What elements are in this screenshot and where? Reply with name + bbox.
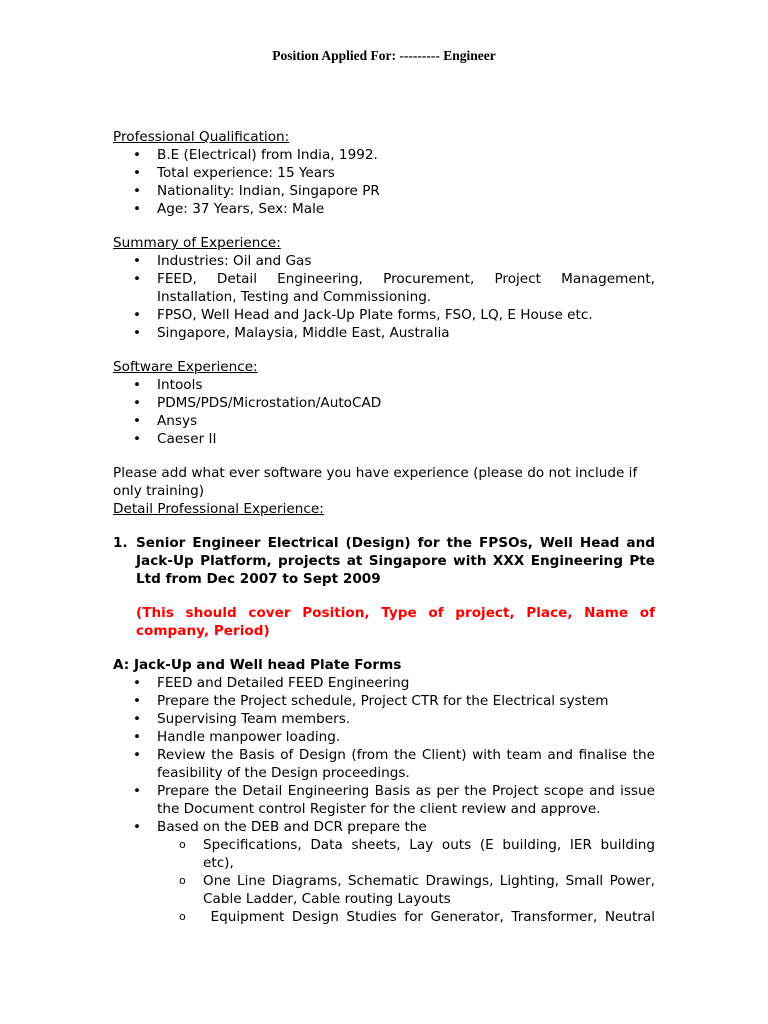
bullet-icon: • [133, 395, 142, 411]
list-item: • Supervising Team members. [133, 711, 351, 727]
bullet-icon: • [133, 271, 142, 287]
section-a-list [113, 674, 655, 836]
bullet-icon: • [133, 729, 142, 745]
bullet-icon: • [133, 693, 142, 709]
list-item: • FPSO, Well Head and Jack-Up Plate forms, FSO, LQ, E House etc. [133, 307, 593, 323]
circle-bullet-icon: o [179, 910, 186, 923]
bullet-icon: • [133, 201, 142, 217]
section-a-heading: A: Jack-Up and Well head Plate Forms [113, 657, 402, 673]
bullet-icon: • [133, 783, 142, 799]
bullet-icon: • [133, 711, 142, 727]
page-title: Position Applied For: --------- Engineer [272, 48, 496, 63]
instruction-note: (This should cover Position, Type of project, Place, Name of company, Period) [136, 605, 655, 639]
list-item: • Intools [133, 377, 203, 393]
bullet-icon: • [133, 675, 142, 691]
sub-list-item: o One Line Diagrams, Schematic Drawings, Lighting, Small Power, Cable Ladder, Cable routing Layouts [179, 873, 655, 907]
software-note: Please add what ever software you have experience (please do not include if only training) [113, 465, 638, 499]
detail-experience-heading: Detail Professional Experience: [113, 501, 324, 517]
list-item: • FEED, Detail Engineering, Procurement, Project Management, Installation, Testing and Commissioning. [133, 271, 655, 305]
bullet-icon: • [133, 165, 142, 181]
bullet-icon: • [133, 325, 142, 341]
list-item: • FEED and Detailed FEED Engineering [133, 675, 410, 691]
section-a-sublist [113, 836, 655, 926]
list-item: • Prepare the Project schedule, Project CTR for the Electrical system [133, 693, 609, 709]
summary-heading: Summary of Experience: [113, 235, 281, 251]
summary-list [113, 252, 655, 342]
bullet-icon: • [133, 307, 142, 323]
circle-bullet-icon: o [179, 874, 186, 887]
experience-text: Senior Engineer Electrical (Design) for the FPSOs, Well Head and Jack-Up Platform, projects at Singapore with XXX Engineering Pte Ltd from Dec 2007 to Sept 2009 [136, 535, 655, 587]
list-item: • Ansys [133, 413, 198, 429]
bullet-icon: • [133, 819, 142, 835]
experience-entry [113, 534, 655, 588]
bullet-icon: • [133, 377, 142, 393]
list-item: • Caeser II [133, 431, 217, 447]
sub-list-item: o Equipment Design Studies for Generator, Transformer, Neutral [179, 909, 656, 925]
qualification-heading: Professional Qualification: [113, 129, 290, 145]
software-list [113, 376, 655, 448]
bullet-icon: • [133, 747, 142, 763]
software-heading: Software Experience: [113, 359, 258, 375]
list-item: • Based on the DEB and DCR prepare the [133, 819, 427, 835]
list-item: • Singapore, Malaysia, Middle East, Australia [133, 325, 450, 341]
bullet-icon: • [133, 253, 142, 269]
list-item: • B.E (Electrical) from India, 1992. [133, 147, 378, 163]
bullet-icon: • [133, 147, 142, 163]
list-item: • Age: 37 Years, Sex: Male [133, 201, 325, 217]
list-item: • Nationality: Indian, Singapore PR [133, 183, 380, 199]
list-item: • Review the Basis of Design (from the Client) with team and finalise the feasibility of the Design proceedings. [133, 747, 655, 781]
list-item: • Industries: Oil and Gas [133, 253, 312, 269]
document-body [113, 128, 655, 926]
entry-number: 1. [113, 535, 128, 551]
bullet-icon: • [133, 183, 142, 199]
list-item: • Total experience: 15 Years [133, 165, 335, 181]
qualification-list [113, 146, 655, 218]
circle-bullet-icon: o [179, 838, 186, 851]
sub-list-item: o Specifications, Data sheets, Lay outs (E building, IER building etc), [179, 837, 655, 871]
bullet-icon: • [133, 431, 142, 447]
list-item: • Handle manpower loading. [133, 729, 341, 745]
list-item: • PDMS/PDS/Microstation/AutoCAD [133, 395, 382, 411]
list-item: • Prepare the Detail Engineering Basis as per the Project scope and issue the Document control Register for the client review and approve. [133, 783, 655, 817]
bullet-icon: • [133, 413, 142, 429]
